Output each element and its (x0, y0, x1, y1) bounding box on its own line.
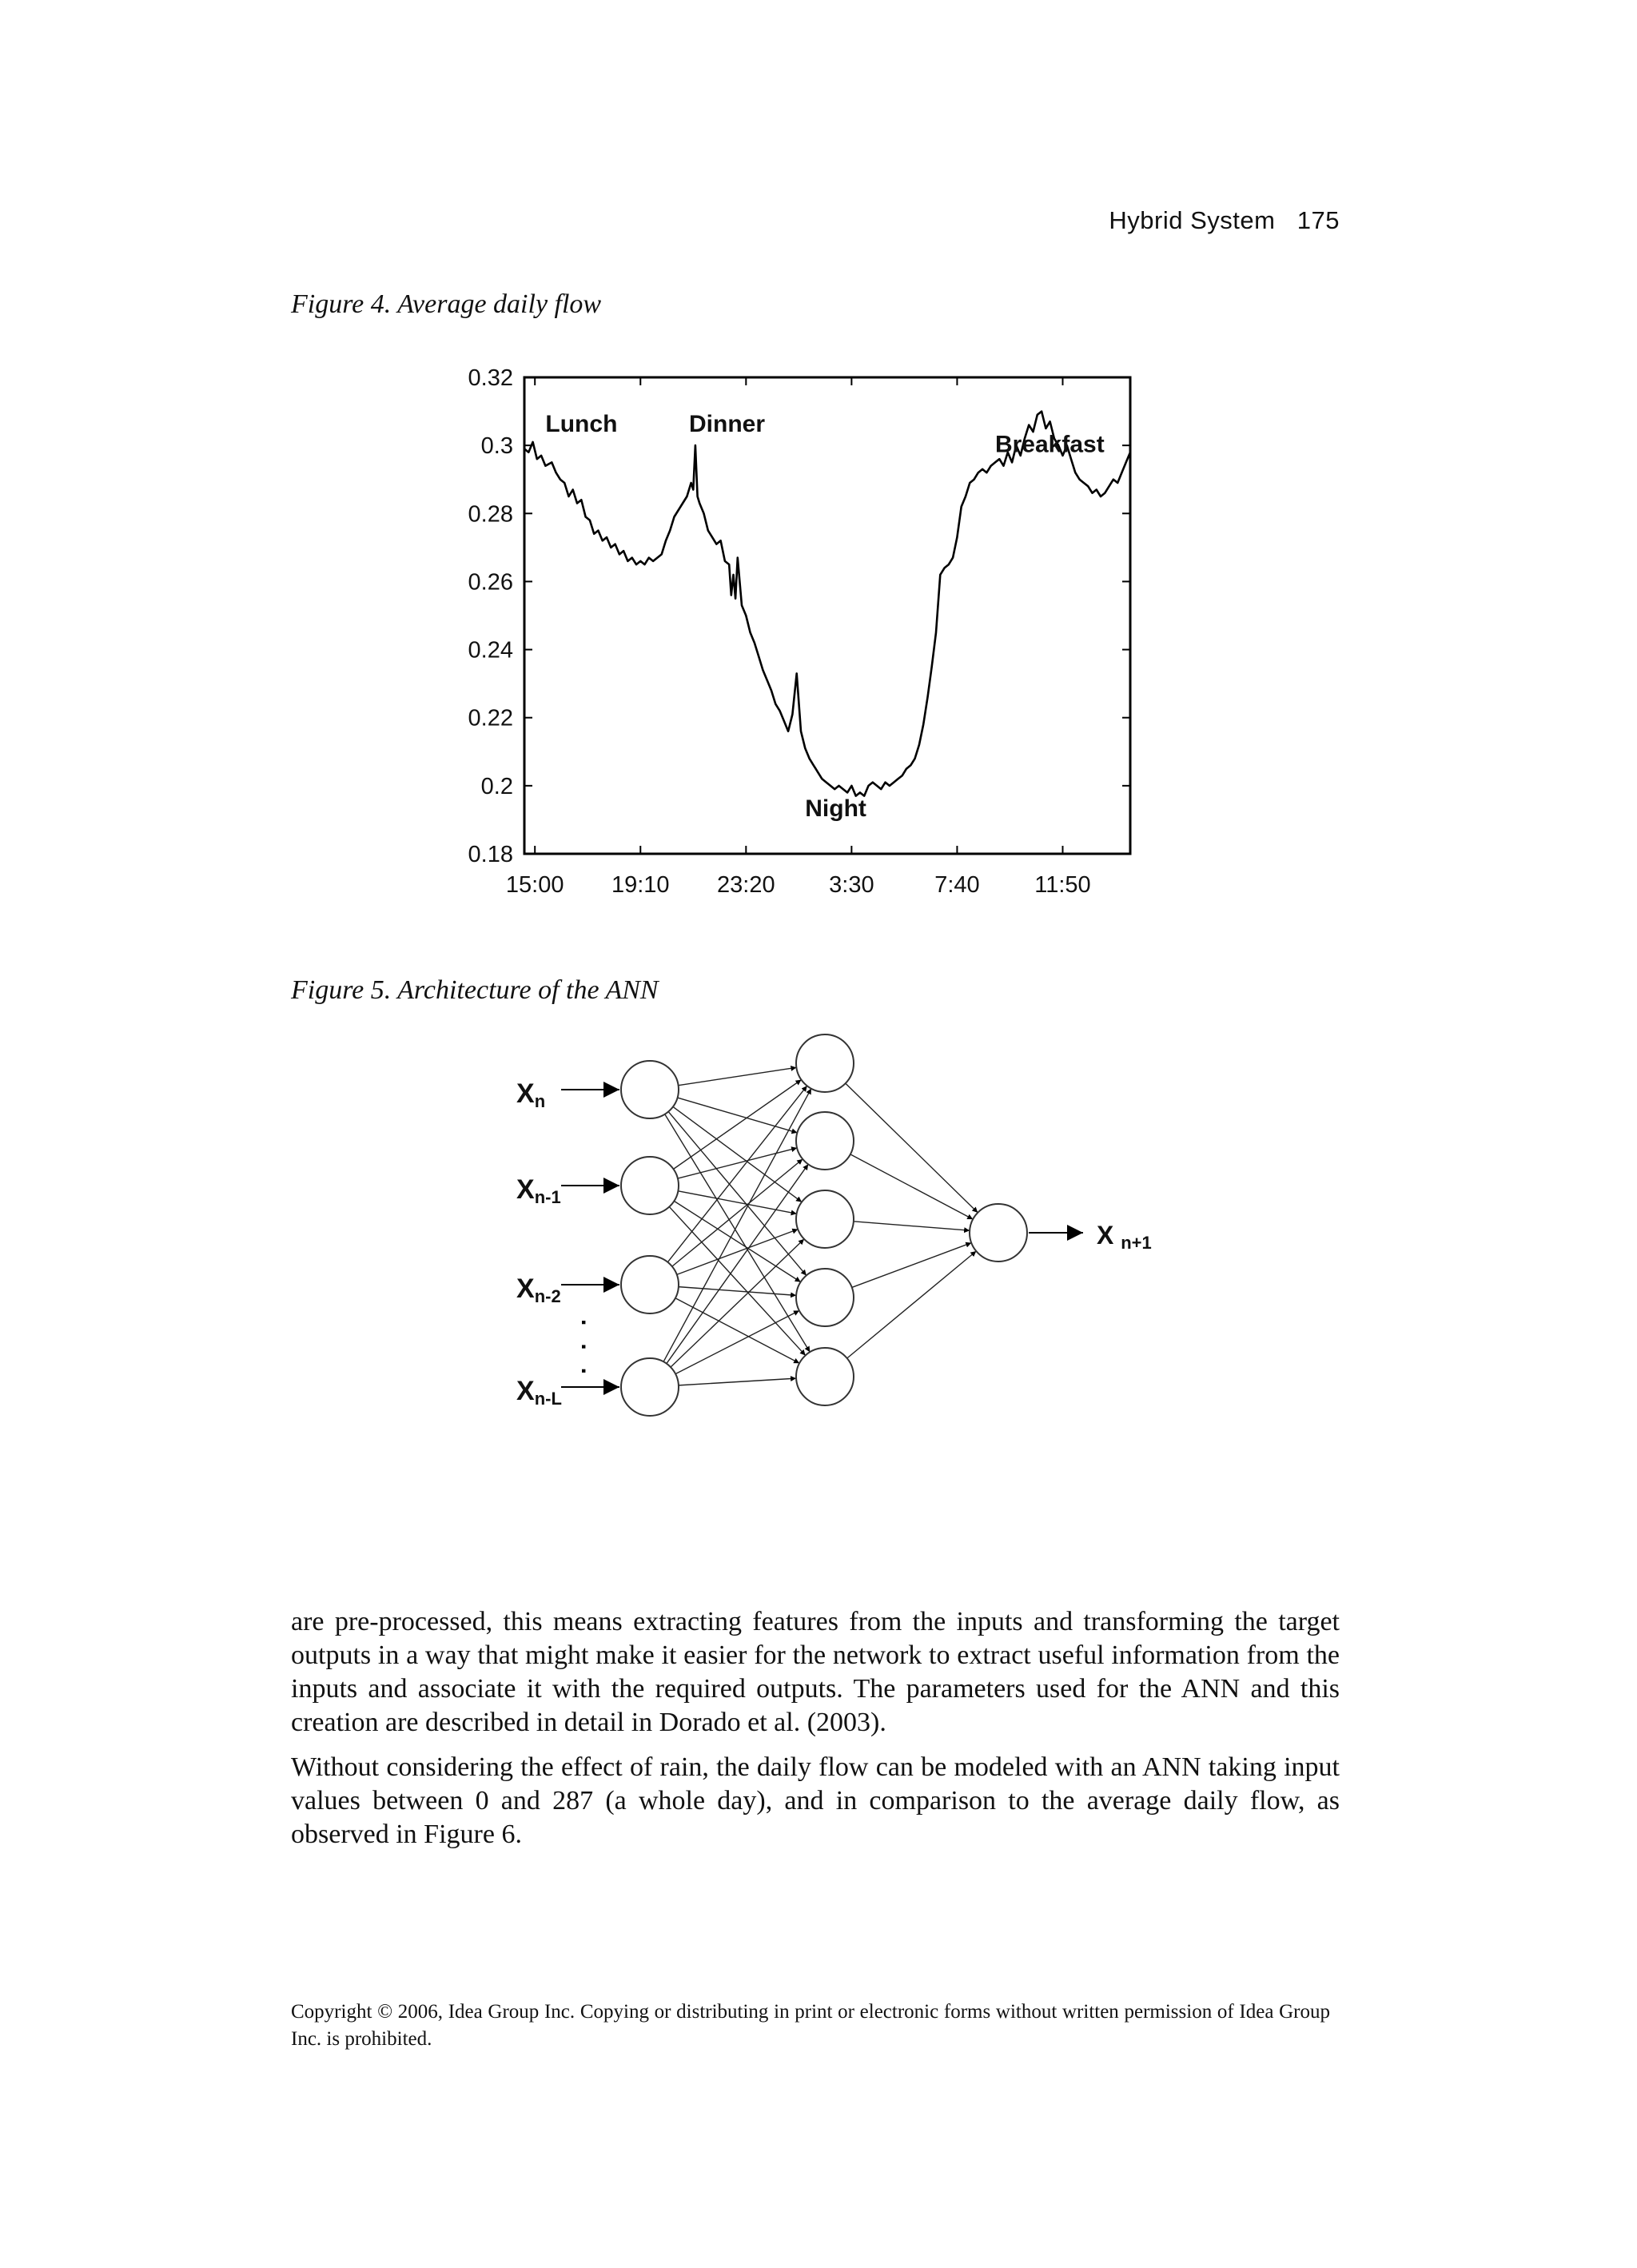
hidden-output-connection (846, 1083, 978, 1213)
input-hidden-connection (673, 1106, 802, 1202)
input-hidden-connection (679, 1287, 796, 1296)
input-label: Xn-2 (516, 1274, 561, 1306)
annotation-dinner: Dinner (689, 411, 766, 438)
y-tick-label: 0.28 (468, 501, 513, 528)
running-title: Hybrid System (1109, 206, 1276, 234)
y-tick-label: 0.2 (480, 773, 513, 799)
copyright-footer: Copyright © 2006, Idea Group Inc. Copying or distributing in print or electronic forms without written permission of Idea Group Inc. is prohibited. (291, 2001, 1330, 2050)
x-tick-label: 15:00 (505, 872, 564, 898)
annotation-lunch: Lunch (545, 411, 618, 438)
input-neuron (621, 1358, 679, 1416)
ann-input-labels (516, 1078, 619, 1409)
hidden-neuron (796, 1034, 854, 1092)
hidden-neuron (796, 1112, 854, 1170)
output-label: X n+1 (1097, 1221, 1152, 1253)
paragraph-1: are pre-processed, this means extracting features from the inputs and transforming the target outputs in a way that might make it easier for the network to extract useful information from the inputs and associate it with the required outputs. The parameters used for the ANN and this creation are described in detail in Dorado et al. (2003). (291, 1607, 1340, 1737)
input-neuron (621, 1256, 679, 1313)
y-tick-label: 0.32 (468, 365, 513, 391)
input-neuron (621, 1061, 679, 1118)
annotation-breakfast: Breakfast (994, 431, 1105, 458)
page-number: 175 (1296, 206, 1340, 234)
input-hidden-connection (679, 1378, 796, 1385)
input-hidden-connection (671, 1239, 804, 1367)
input-hidden-connection (675, 1298, 799, 1364)
input-neuron (621, 1157, 679, 1214)
hidden-output-connection (852, 1243, 972, 1288)
hidden-output-connection (854, 1222, 970, 1230)
input-label: Xn-L (516, 1376, 562, 1409)
paragraph-2: Without considering the effect of rain, the daily flow can be modeled with an ANN taking input values between 0 and 287 (a whole day), and in comparison to the average daily flow, as observed in Figure 6. (291, 1752, 1340, 1849)
hidden-output-connection (850, 1154, 973, 1219)
hidden-output-connection (847, 1251, 977, 1358)
annotation-night: Night (805, 795, 866, 823)
figure-5-caption: Figure 5. Architecture of the ANN (291, 975, 659, 1005)
ann-output-label (1029, 1221, 1152, 1253)
input-hidden-connection (675, 1310, 799, 1373)
y-tick-label: 0.18 (468, 842, 513, 867)
input-hidden-connection (678, 1098, 798, 1133)
input-label: Xn (516, 1078, 546, 1111)
x-tick-label: 3:30 (829, 872, 874, 898)
input-hidden-connection (667, 1086, 807, 1262)
x-tick-label: 23:20 (717, 872, 775, 898)
hidden-neuron (796, 1269, 854, 1326)
input-hidden-connection (674, 1080, 802, 1170)
output-neuron (970, 1204, 1027, 1262)
flow-series-line (524, 412, 1130, 796)
y-tick-label: 0.26 (468, 569, 513, 596)
x-tick-label: 7:40 (934, 872, 980, 898)
ann-architecture-diagram (496, 1031, 1215, 1447)
input-hidden-connection (669, 1207, 805, 1356)
input-hidden-connection (677, 1230, 799, 1275)
hidden-neuron (796, 1348, 854, 1405)
y-tick-label: 0.22 (468, 705, 513, 731)
x-tick-label: 11:50 (1034, 872, 1091, 898)
input-label: Xn-1 (516, 1174, 561, 1207)
running-header (1109, 206, 1340, 235)
ann-neurons (621, 1034, 1027, 1416)
y-tick-label: 0.24 (468, 637, 513, 664)
average-daily-flow-chart (432, 352, 1151, 911)
hidden-neuron (796, 1190, 854, 1248)
body-text (291, 1605, 1340, 1863)
chart-annotations (545, 411, 1104, 822)
y-tick-label: 0.3 (480, 433, 513, 460)
figure-4-caption: Figure 4. Average daily flow (291, 289, 602, 319)
input-ellipsis: · · · (570, 1319, 597, 1381)
x-tick-label: 19:10 (611, 872, 670, 898)
input-hidden-connection (679, 1067, 797, 1085)
